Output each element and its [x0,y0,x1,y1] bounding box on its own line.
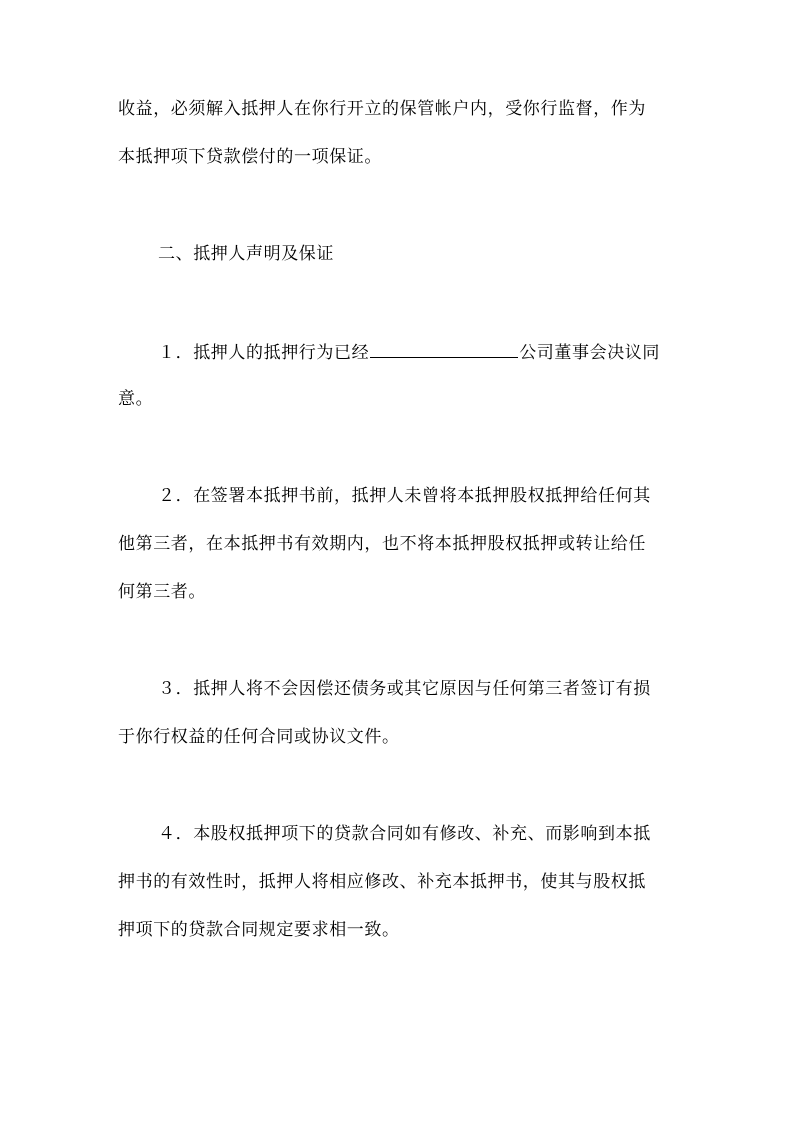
clause-3-line-1: ３．抵押人将不会因偿还债务或其它原因与任何第三者签订有损 [158,679,651,699]
clause-4-line-1: ４．本股权抵押项下的贷款合同如有修改、补充、而影响到本抵 [158,824,651,844]
continuation-line-1: 收益，必须解入抵押人在你行开立的保管帐户内，受你行监督，作为 [118,99,646,119]
clause-4-line-2: 押书的有效性时，抵押人将相应修改、补充本抵押书，使其与股权抵 [118,872,646,892]
continuation-line-2: 本抵押项下贷款偿付的一项保证。 [118,147,382,167]
clause-3-line-2: 于你行权益的任何合同或协议文件。 [118,727,400,747]
clause-1-line-1 [158,339,660,365]
clause-2-line-3: 何第三者。 [118,582,206,602]
clause-1-line-2: 意。 [118,389,154,409]
clause-1-text-before-blank: １．抵押人的抵押行为已经 [158,343,370,363]
clause-4-line-3: 押项下的贷款合同规定要求相一致。 [118,920,400,940]
clause-1-text-after-blank: 公司董事会决议同 [519,343,661,363]
fill-in-blank-line [370,339,518,358]
clause-2-line-1: ２．在签署本抵押书前，抵押人未曾将本抵押股权抵押给任何其 [158,486,651,506]
section-heading: 二、抵押人声明及保证 [158,244,334,264]
clause-2-line-2: 他第三者，在本抵押书有效期内，也不将本抵押股权抵押或转让给任 [118,534,646,554]
